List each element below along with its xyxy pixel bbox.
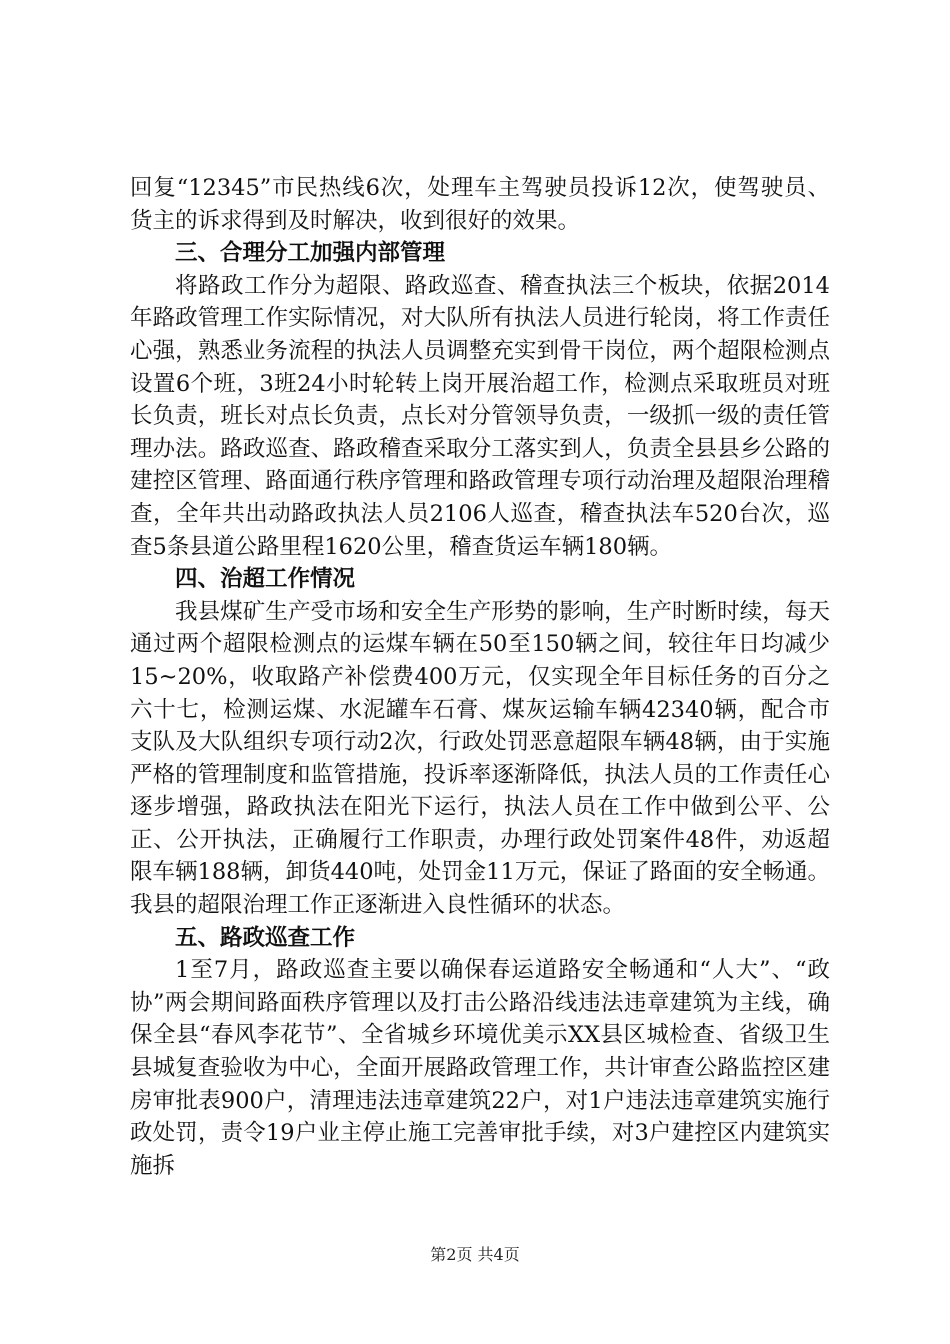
paragraph-complaints: 回复“12345”市民热线6次，处理车主驾驶员投诉12次，使驾驶员、货主的诉求得到及时解决，收到很好的效果。 <box>130 175 830 234</box>
paragraph-internal-management: 将路政工作分为超限、路政巡查、稽查执法三个板块，依据2014年路政管理工作实际情况，对大队所有执法人员进行轮岗，将工作责任心强，熟悉业务流程的执法人员调整充实到骨干岗位，两个超限检测点设置6个班，3班24小时轮转上岗开展治超工作，检测点采取班员对班长负责，班长对点长负责，点长对分管领导负责，一级抓一级的责任管理办法。路政巡查、路政稽查采取分工落实到人，负责全县县乡公路的建控区管理、路面通行秩序管理和路政管理专项行动治理及超限治理稽查，全年共出动路政执法人员2106人巡查，稽查执法车520台次，巡查5条县道公路里程1620公里，稽查货运车辆180辆。 <box>130 272 830 560</box>
heading-overload-control: 四、治超工作情况 <box>175 566 356 593</box>
heading-road-patrol: 五、路政巡查工作 <box>175 924 356 951</box>
paragraph-road-patrol: 1至7月，路政巡查主要以确保春运道路安全畅通和“人大”、“政协”两会期间路面秩序管理以及打击公路沿线违法违章建筑为主线，确保全县“春风李花节”、全省城乡环境优美示XX县区城检查、省级卫生县城复查验收为中心，全面开展路政管理工作，共计审查公路监控区建房审批表900户，清理违法违章建筑22户，对1户违法违章建筑实施行政处罚，责令19户业主停止施工完善审批手续，对3户建控区内建筑实施拆 <box>130 957 830 1179</box>
heading-internal-management: 三、合理分工加强内部管理 <box>175 240 446 267</box>
document-body <box>130 172 830 1182</box>
paragraph-overload-control: 我县煤矿生产受市场和安全生产形势的影响，生产时断时续，每天通过两个超限检测点的运煤车辆在50至150辆之间，较往年日均减少15~20%，收取路产补偿费400万元，仅实现全年目标任务的百分之六十七，检测运煤、水泥罐车石膏、煤灰运输车辆42340辆，配合市支队及大队组织专项行动2次，行政处罚恶意超限车辆48辆，由于实施严格的管理制度和监管措施，投诉率逐渐降低，执法人员的工作责任心逐步增强，路政执法在阳光下运行，执法人员在工作中做到公平、公正、公开执法，正确履行工作职责，办理行政处罚案件48件，劝返超限车辆188辆，卸货440吨，处罚金11万元，保证了路面的安全畅通。我县的超限治理工作正逐渐进入良性循环的状态。 <box>130 598 830 919</box>
page-number-footer: 第2页 共4页 <box>430 1245 520 1264</box>
